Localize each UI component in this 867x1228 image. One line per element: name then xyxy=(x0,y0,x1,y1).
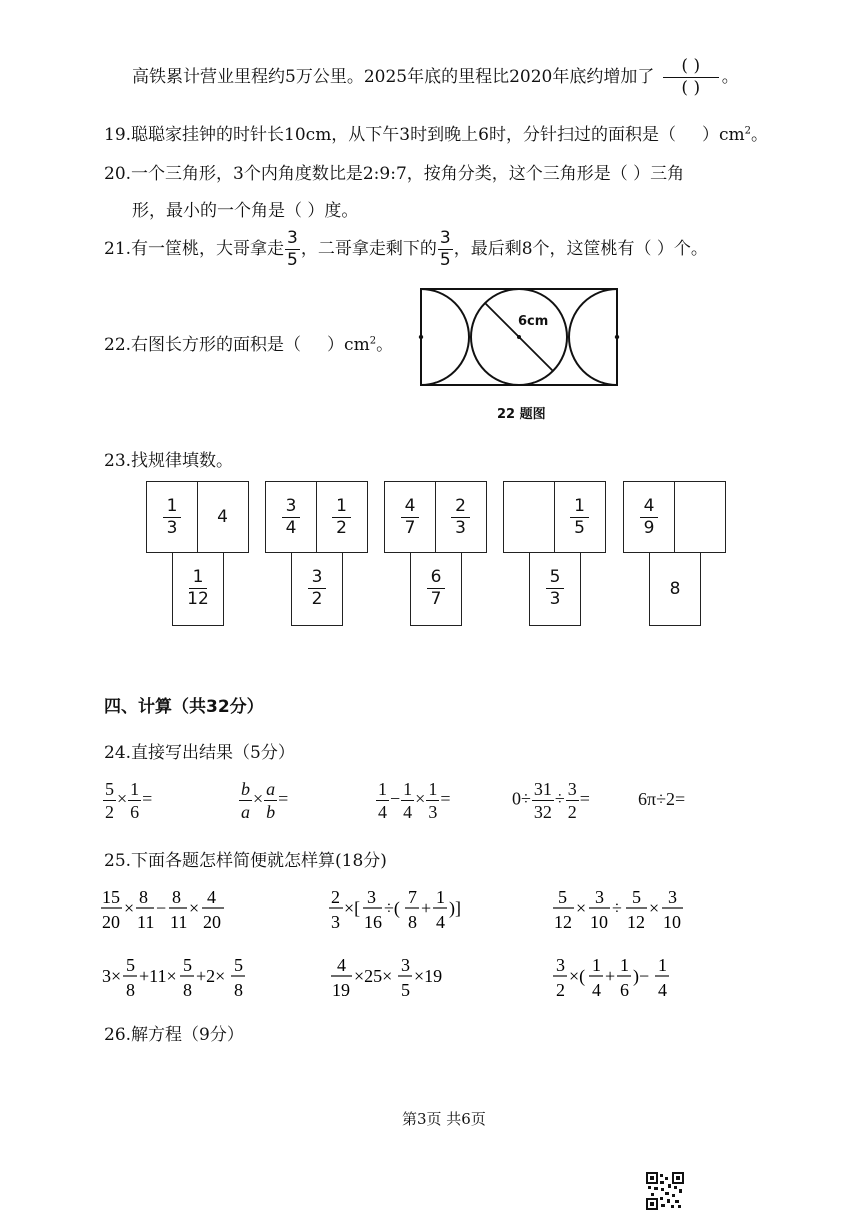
q25-expression-3 xyxy=(552,884,692,934)
q25-expression-1 xyxy=(100,884,240,934)
svg-text:5: 5 xyxy=(234,955,243,975)
svg-text:+2×: +2× xyxy=(196,966,226,986)
pattern-cell-right xyxy=(674,481,726,553)
question-19: 19.聪聪家挂钟的时针长10cm，从下午3时到晚上6时，分针扫过的面积是（ ）$cm^2$。 xyxy=(104,125,768,145)
pattern-cell-bottom xyxy=(410,552,462,626)
fraction: $\frac{1}{2}$ xyxy=(332,496,351,539)
fraction: $\frac{3}{5}$ xyxy=(287,228,298,270)
svg-text:×19: ×19 xyxy=(414,966,443,986)
svg-text:5: 5 xyxy=(632,887,641,907)
svg-text:3: 3 xyxy=(401,955,410,975)
svg-text:1: 1 xyxy=(436,887,445,907)
pattern-cell-right xyxy=(554,481,606,553)
svg-text:20: 20 xyxy=(102,912,120,932)
question-20-line1: 20.一个三角形，3个内角度数比是2:9:7，按角分类，这个三角形是（ ）三角 xyxy=(104,164,685,184)
svg-text:11: 11 xyxy=(137,912,155,932)
fraction: $\frac{6}{7}$ xyxy=(427,567,446,610)
fraction: $\frac{4}{9}$ xyxy=(640,496,659,539)
q24-item-3: $\frac{1}{4}$ − $\frac{1}{4}$ × $\frac{1}{3}$ = xyxy=(378,779,451,822)
svg-text:÷(: ÷( xyxy=(384,898,400,918)
question-25-title: 25.下面各题怎样简便就怎样算(18分) xyxy=(104,851,387,871)
svg-text:×: × xyxy=(649,898,660,918)
pattern-cell-left xyxy=(623,481,675,553)
svg-text:+11×: +11× xyxy=(139,966,177,986)
fraction: $\frac{3}{5}$ xyxy=(439,228,451,270)
pattern-cell-right: 4 xyxy=(197,481,249,553)
svg-text:5: 5 xyxy=(126,955,135,975)
q24-item-1: $\frac{5}{2}$ × $\frac{1}{6}$ = xyxy=(105,779,153,822)
svg-text:4: 4 xyxy=(207,887,216,907)
svg-text:8: 8 xyxy=(234,980,243,1000)
svg-text:3: 3 xyxy=(595,887,604,907)
svg-text:8: 8 xyxy=(408,912,417,932)
pattern-cell-right xyxy=(316,481,368,553)
svg-text:4: 4 xyxy=(436,912,445,932)
svg-text:3×: 3× xyxy=(102,966,122,986)
svg-text:)]: )] xyxy=(449,898,461,918)
svg-text:15: 15 xyxy=(102,887,120,907)
svg-text:11: 11 xyxy=(170,912,188,932)
svg-text:16: 16 xyxy=(364,912,382,932)
svg-text:10: 10 xyxy=(663,912,681,932)
svg-text:8: 8 xyxy=(126,980,135,1000)
svg-text:3: 3 xyxy=(367,887,376,907)
svg-text:8: 8 xyxy=(172,887,181,907)
svg-text:7: 7 xyxy=(408,887,417,907)
fraction: $\frac{4}{7}$ xyxy=(401,496,420,539)
pattern-cell-bottom: 8 xyxy=(649,552,701,626)
svg-text:4: 4 xyxy=(337,955,346,975)
q18-tail: 高铁累计营业里程约5万公里。2025年底的里程比2020年底约增加了 $\frac{( )}{( )}$ 。 xyxy=(132,56,739,98)
pattern-cell-left xyxy=(503,481,555,553)
svg-text:6: 6 xyxy=(620,980,629,1000)
fraction: $\frac{1}{12}$ xyxy=(187,567,209,609)
svg-text:5: 5 xyxy=(183,955,192,975)
pattern-cell-right xyxy=(435,481,487,553)
svg-text:4: 4 xyxy=(592,980,601,1000)
svg-text:3: 3 xyxy=(668,887,677,907)
svg-text:2: 2 xyxy=(556,980,565,1000)
svg-text:)−: )− xyxy=(633,966,650,986)
svg-text:4: 4 xyxy=(658,980,667,1000)
svg-text:5: 5 xyxy=(401,980,410,1000)
fraction: $\frac{1}{3}$ xyxy=(163,496,182,539)
svg-text:×: × xyxy=(576,898,587,918)
q25-expression-6 xyxy=(552,952,682,1002)
pattern-cell-bottom xyxy=(291,552,343,626)
svg-text:3: 3 xyxy=(556,955,565,975)
pattern-cell-left xyxy=(384,481,436,553)
fraction: $\frac{3}{2}$ xyxy=(308,567,327,610)
fraction: $\frac{2}{3}$ xyxy=(451,496,470,539)
figure-caption: 22 题图 xyxy=(497,407,546,422)
svg-text:8: 8 xyxy=(183,980,192,1000)
svg-text:1: 1 xyxy=(658,955,667,975)
svg-text:1: 1 xyxy=(592,955,601,975)
question-21: 21.有一筐桃，大哥拿走 $\frac{3}{5}$ ，二哥拿走剩下的 $\frac{3}{5}$ ，最后剩8个，这筐桃有（ ）个。 xyxy=(104,228,708,270)
pattern-cell-left xyxy=(146,481,198,553)
answer-blank-fraction: $\frac{( )}{( )}$ xyxy=(661,58,721,97)
svg-text:×: × xyxy=(189,898,200,918)
question-24-title: 24.直接写出结果（5分） xyxy=(104,743,295,763)
q24-item-5: 6π÷2= xyxy=(638,789,686,809)
svg-text:5: 5 xyxy=(558,887,567,907)
question-26-title: 26.解方程（9分） xyxy=(104,1025,244,1045)
q24-item-4: 0÷ $\frac{31}{32}$ ÷ $\frac{3}{2}$ = xyxy=(512,779,590,822)
fraction: $\frac{5}{3}$ xyxy=(546,567,565,610)
svg-text:12: 12 xyxy=(554,912,572,932)
pattern-cell-bottom xyxy=(529,552,581,626)
question-22: 22.右图长方形的面积是（ ）$cm^2$。 xyxy=(104,335,394,355)
fraction: $\frac{3}{4}$ xyxy=(282,496,301,539)
q25-expression-5 xyxy=(330,952,460,1002)
svg-text:×(: ×( xyxy=(569,966,586,986)
pattern-cell-bottom xyxy=(172,552,224,626)
page-footer: 第3页 共6页 xyxy=(402,1110,486,1128)
svg-text:8: 8 xyxy=(139,887,148,907)
svg-text:19: 19 xyxy=(332,980,350,1000)
svg-text:×: × xyxy=(124,898,135,918)
q24-item-2: $\frac{b}{a}$ × $\frac{a}{b}$ = xyxy=(241,779,289,822)
q25-expression-4 xyxy=(100,952,260,1002)
section-title: 四、计算（共32分） xyxy=(104,697,264,717)
svg-text:20: 20 xyxy=(203,912,221,932)
svg-text:3: 3 xyxy=(331,912,340,932)
svg-text:1: 1 xyxy=(620,955,629,975)
svg-text:+: + xyxy=(421,898,432,918)
svg-text:−: − xyxy=(156,898,167,918)
svg-text:12: 12 xyxy=(627,912,645,932)
svg-text:+: + xyxy=(605,966,616,986)
diameter-label: 6cm xyxy=(518,314,549,329)
svg-text:2: 2 xyxy=(331,887,340,907)
qr-code-icon xyxy=(646,1172,684,1210)
question-20-line2: 形，最小的一个角是（ ）度。 xyxy=(132,201,359,221)
svg-text:÷: ÷ xyxy=(612,898,622,918)
rectangle-circles-figure xyxy=(418,286,622,390)
fraction: $\frac{1}{5}$ xyxy=(570,496,589,539)
question-23-title: 23.找规律填数。 xyxy=(104,451,234,471)
pattern-cell-left xyxy=(265,481,317,553)
q25-expression-2 xyxy=(328,884,478,934)
svg-text:×25×: ×25× xyxy=(354,966,393,986)
svg-text:×[: ×[ xyxy=(344,898,361,918)
svg-text:10: 10 xyxy=(590,912,608,932)
